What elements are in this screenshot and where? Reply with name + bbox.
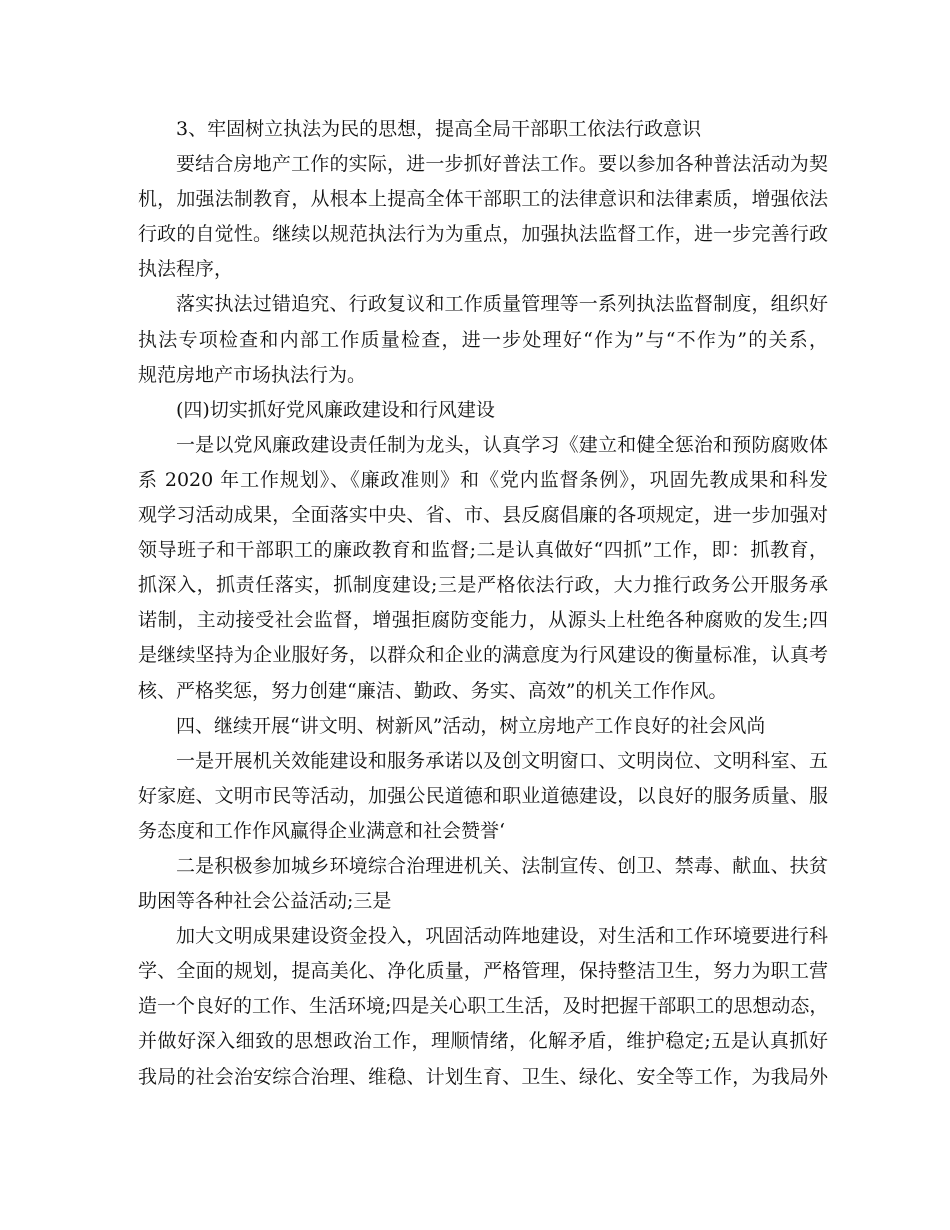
paragraph-line: 抓深入，抓责任落实，抓制度建设;三是严格依法行政，大力推行政务公开服务承 [138,574,828,597]
paragraph-line: 领导班子和干部职工的廉政教育和监督;二是认真做好“四抓”工作，即：抓教育， [138,539,828,562]
paragraph-line: 要结合房地产工作的实际，进一步抓好普法工作。要以参加各种普法活动为契 [176,153,828,176]
paragraph-line: 加大文明成果建设资金投入，巩固活动阵地建设，对生活和工作环境要进行科 [176,925,828,948]
paragraph-line: 落实执法过错追究、行政复议和工作质量管理等一系列执法监督制度，组织好 [176,293,828,316]
paragraph-line: 是继续坚持为企业服好务，以群众和企业的满意度为行风建设的衡量标准，认真考 [138,644,828,667]
paragraph-line: 造一个良好的工作、生活环境;四是关心职工生活，及时把握干部职工的思想动态， [138,995,829,1018]
section-heading: 四、继续开展“讲文明、树新风”活动，树立房地产工作良好的社会风尚 [176,714,766,737]
section-heading: (四)切实抓好党风廉政建设和行风建设 [176,398,495,421]
paragraph-line: 行政的自觉性。继续以规范执法行为为重点，加强执法监督工作，进一步完善行政 [138,223,828,246]
paragraph-line: 学、全面的规划，提高美化、净化质量，严格管理，保持整洁卫生，努力为职工营 [138,960,828,983]
paragraph-line: 诺制，主动接受社会监督，增强拒腐防变能力，从源头上杜绝各种腐败的发生;四 [138,609,828,632]
paragraph-line: 好家庭、文明市民等活动，加强公民道德和职业道德建设，以良好的服务质量、服 [138,784,828,807]
paragraph-line: 机，加强法制教育，从根本上提高全体干部职工的法律意识和法律素质，增强依法 [138,188,828,211]
paragraph-line: 助困等各种社会公益活动;三是 [138,890,392,913]
document-body [138,112,828,1095]
paragraph-line: 一是以党风廉政建设责任制为龙头，认真学习《建立和健全惩治和预防腐败体 [176,433,828,456]
paragraph-line: 执法程序， [138,258,234,281]
paragraph-line: 系 2020 年工作规划》、《廉政准则》和《党内监督条例》，巩固先教成果和科发 [138,468,828,491]
section-heading: 3、牢固树立执法为民的思想，提高全局干部职工依法行政意识 [176,118,702,140]
paragraph-line: 务态度和工作作风赢得企业满意和社会赞誉‘ [138,819,506,842]
paragraph-line: 一是开展机关效能建设和服务承诺以及创文明窗口、文明岗位、文明科室、五 [176,749,828,772]
paragraph-line: 我局的社会治安综合治理、维稳、计划生育、卫生、绿化、安全等工作，为我局外 [138,1065,828,1088]
paragraph-line: 执法专项检查和内部工作质量检查，进一步处理好“作为”与“不作为”的关系， [138,328,828,351]
paragraph-line: 规范房地产市场执法行为。 [138,363,367,386]
paragraph-line: 二是积极参加城乡环境综合治理进机关、法制宣传、创卫、禁毒、献血、扶贫 [176,854,828,877]
paragraph-line: 并做好深入细致的思想政治工作，理顺情绪，化解矛盾，维护稳定;五是认真抓好 [138,1030,828,1053]
paragraph-line: 观学习活动成果，全面落实中央、省、市、县反腐倡廉的各项规定，进一步加强对 [138,504,828,527]
paragraph-line: 核、严格奖惩，努力创建“廉洁、勤政、务实、高效”的机关工作作风。 [138,679,728,702]
